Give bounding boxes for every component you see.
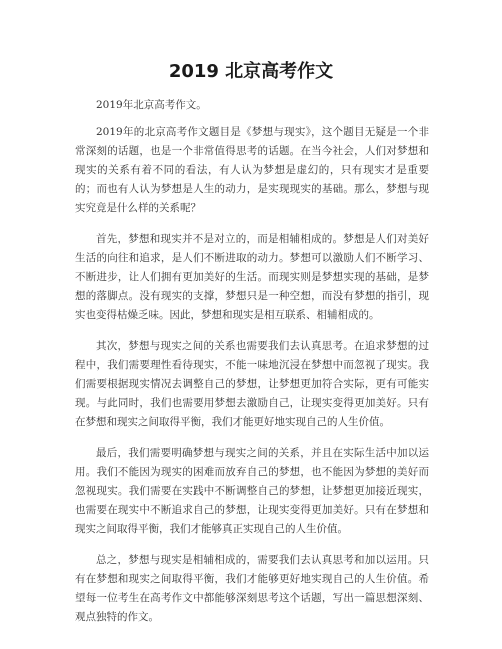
article-body bbox=[75, 96, 429, 639]
page-title: 2019 北京高考作文 bbox=[168, 61, 334, 82]
paragraph-first-point: 首先，梦想和现实并不是对立的，而是相辅相成的。梦想是人们对美好生活的向往和追求，是人们不断进取的动力。梦想可以激励人们不断学习、不断进步，让人们拥有更加美好的生活。而现实则是梦想实现的基础，是梦想的落脚点。没有现实的支撑，梦想只是一种空想，而没有梦想的指引，现实也变得枯燥乏味。因此，梦想和现实是相互联系、相辅相成的。 bbox=[75, 233, 429, 321]
paragraph-third-point: 最后，我们需要明确梦想与现实之间的关系，并且在实际生活中加以运用。我们不能因为现实的困难而放弃自己的梦想，也不能因为梦想的美好而忽视现实。我们需要在实践中不断调整自己的梦想，让梦想更加接近现实，也需要在现实中不断追求自己的梦想，让现实变得更加美好。只有在梦想和现实之间取得平衡，我们才能够真正实现自己的人生价值。 bbox=[75, 447, 429, 535]
paragraph-intro: 2019年北京高考作文。 bbox=[96, 99, 207, 111]
paragraph-second-point: 其次，梦想与现实之间的关系也需要我们去认真思考。在追求梦想的过程中，我们需要理性看待现实，不能一味地沉浸在梦想中而忽视了现实。我们需要根据现实情况去调整自己的梦想，让梦想更加符合实际，更有可能实现。与此同时，我们也需要用梦想去激励自己，让现实变得更加美好。只有在梦想和现实之间取得平衡，我们才能更好地实现自己的人生价值。 bbox=[75, 340, 429, 428]
paragraph-topic: 2019年的北京高考作文题目是《梦想与现实》，这个题目无疑是一个非常深刻的话题，也是一个非常值得思考的话题。在当今社会，人们对梦想和现实的关系有着不同的看法，有人认为梦想是虚幻的，只有现实才是重要的；而也有人认为梦想是人生的动力，是实现现实的基础。那么，梦想与现实究竟是什么样的关系呢？ bbox=[75, 126, 429, 214]
paragraph-conclusion: 总之，梦想与现实是相辅相成的，需要我们去认真思考和加以运用。只有在梦想和现实之间取得平衡，我们才能够更好地实现自己的人生价值。希望每一位考生在高考作文中都能够深刻思考这个话题，写出一篇思想深刻、观点独特的作文。 bbox=[75, 554, 429, 623]
